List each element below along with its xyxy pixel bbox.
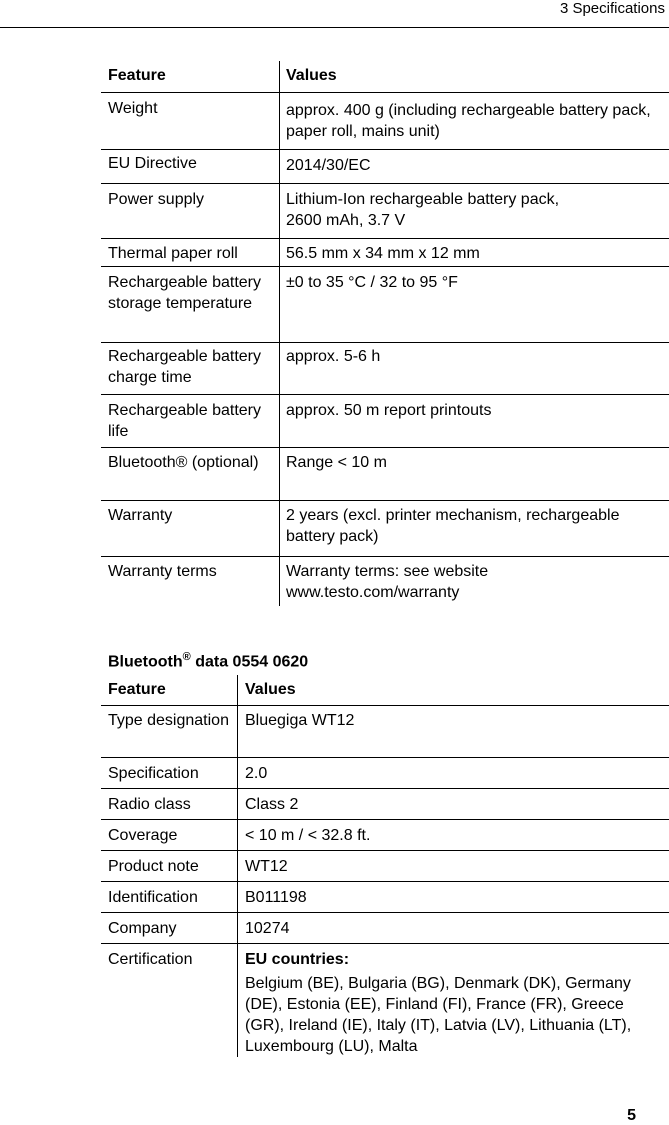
- table-row: [101, 943, 669, 1057]
- value-cell: approx. 400 g (including rechargeable battery pack, paper roll, mains unit): [280, 92, 669, 149]
- value-cell: WT12: [238, 850, 669, 881]
- value-cell: < 10 m / < 32.8 ft.: [238, 819, 669, 850]
- table-row: [101, 500, 669, 556]
- feature-cell: Certification: [108, 950, 193, 968]
- column-header-values: Values: [280, 61, 669, 92]
- feature-cell: Identification: [108, 888, 198, 906]
- column-header-feature: Feature: [108, 681, 166, 698]
- table-row: [101, 447, 669, 500]
- value-cell: 56.5 mm x 34 mm x 12 mm: [280, 238, 669, 266]
- certification-title: EU countries:: [245, 950, 350, 968]
- value-cell: 2014/30/EC: [280, 149, 669, 183]
- page-number: 5: [627, 1107, 636, 1124]
- feature-cell: Rechargeable battery charge time: [108, 347, 261, 386]
- value-cell: 10274: [238, 912, 669, 943]
- table-header-row: [101, 61, 669, 92]
- table-row: [101, 238, 669, 266]
- feature-cell: Warranty terms: [108, 562, 217, 580]
- value-cell: Bluegiga WT12: [238, 705, 669, 757]
- feature-cell: Warranty: [108, 506, 173, 524]
- value-cell: Lithium-Ion rechargeable battery pack, 2600 mAh, 3.7 V: [280, 183, 669, 238]
- table-row: [101, 92, 669, 149]
- feature-cell: Company: [108, 919, 177, 937]
- bluetooth-data-table: [101, 675, 669, 1057]
- value-cell: Range < 10 m: [280, 447, 669, 500]
- feature-cell: Thermal paper roll: [108, 244, 238, 262]
- value-cell: approx. 50 m report printouts: [280, 394, 669, 447]
- value-cell: Warranty terms: see website www.testo.com/warranty: [280, 556, 669, 606]
- certification-countries: Belgium (BE), Bulgaria (BG), Denmark (DK), Germany (DE), Estonia (EE), Finland (FI), France (FR), Greece (GR), Ireland (IE), Italy (IT), Latvia (LV), Lithuania (LT), Luxembourg (LU), Malta: [245, 974, 632, 1055]
- section-title: 3 Specifications: [559, 0, 665, 17]
- table-row: [101, 757, 669, 788]
- feature-cell: Rechargeable battery life: [108, 401, 261, 440]
- table-row: [101, 819, 669, 850]
- table-row: [101, 183, 669, 238]
- column-header-feature: Feature: [108, 67, 166, 84]
- feature-cell: Power supply: [108, 190, 205, 208]
- feature-cell: Radio class: [108, 795, 191, 813]
- feature-cell: Type designation: [108, 711, 229, 729]
- table-row: [101, 881, 669, 912]
- value-cell: [238, 943, 669, 1057]
- table-header-row: [101, 675, 669, 705]
- bluetooth-data-heading: Bluetooth® data 0554 0620: [108, 651, 309, 671]
- feature-cell: Product note: [108, 857, 199, 875]
- table-row: [101, 556, 669, 606]
- specifications-table: [101, 61, 669, 606]
- table-row: [101, 788, 669, 819]
- table-row: [101, 912, 669, 943]
- value-cell: 2.0: [238, 757, 669, 788]
- feature-cell: Rechargeable battery storage temperature: [108, 273, 261, 312]
- value-cell: 2 years (excl. printer mechanism, rechargeable battery pack): [280, 500, 669, 556]
- feature-cell: EU Directive: [108, 154, 197, 172]
- value-cell: B011198: [238, 881, 669, 912]
- page-header: [0, 0, 669, 28]
- value-cell: Class 2: [238, 788, 669, 819]
- table-row: [101, 394, 669, 447]
- value-cell: approx. 5-6 h: [280, 342, 669, 394]
- table-row: [101, 149, 669, 183]
- value-cell: ±0 to 35 °C / 32 to 95 °F: [280, 266, 669, 342]
- feature-cell: Weight: [108, 99, 158, 117]
- feature-cell: Specification: [108, 764, 199, 782]
- feature-cell: Coverage: [108, 826, 178, 844]
- table-row: [101, 850, 669, 881]
- table-row: [101, 266, 669, 342]
- feature-cell: Bluetooth® (optional): [108, 453, 259, 471]
- column-header-values: Values: [238, 675, 669, 705]
- table-row: [101, 342, 669, 394]
- table-row: [101, 705, 669, 757]
